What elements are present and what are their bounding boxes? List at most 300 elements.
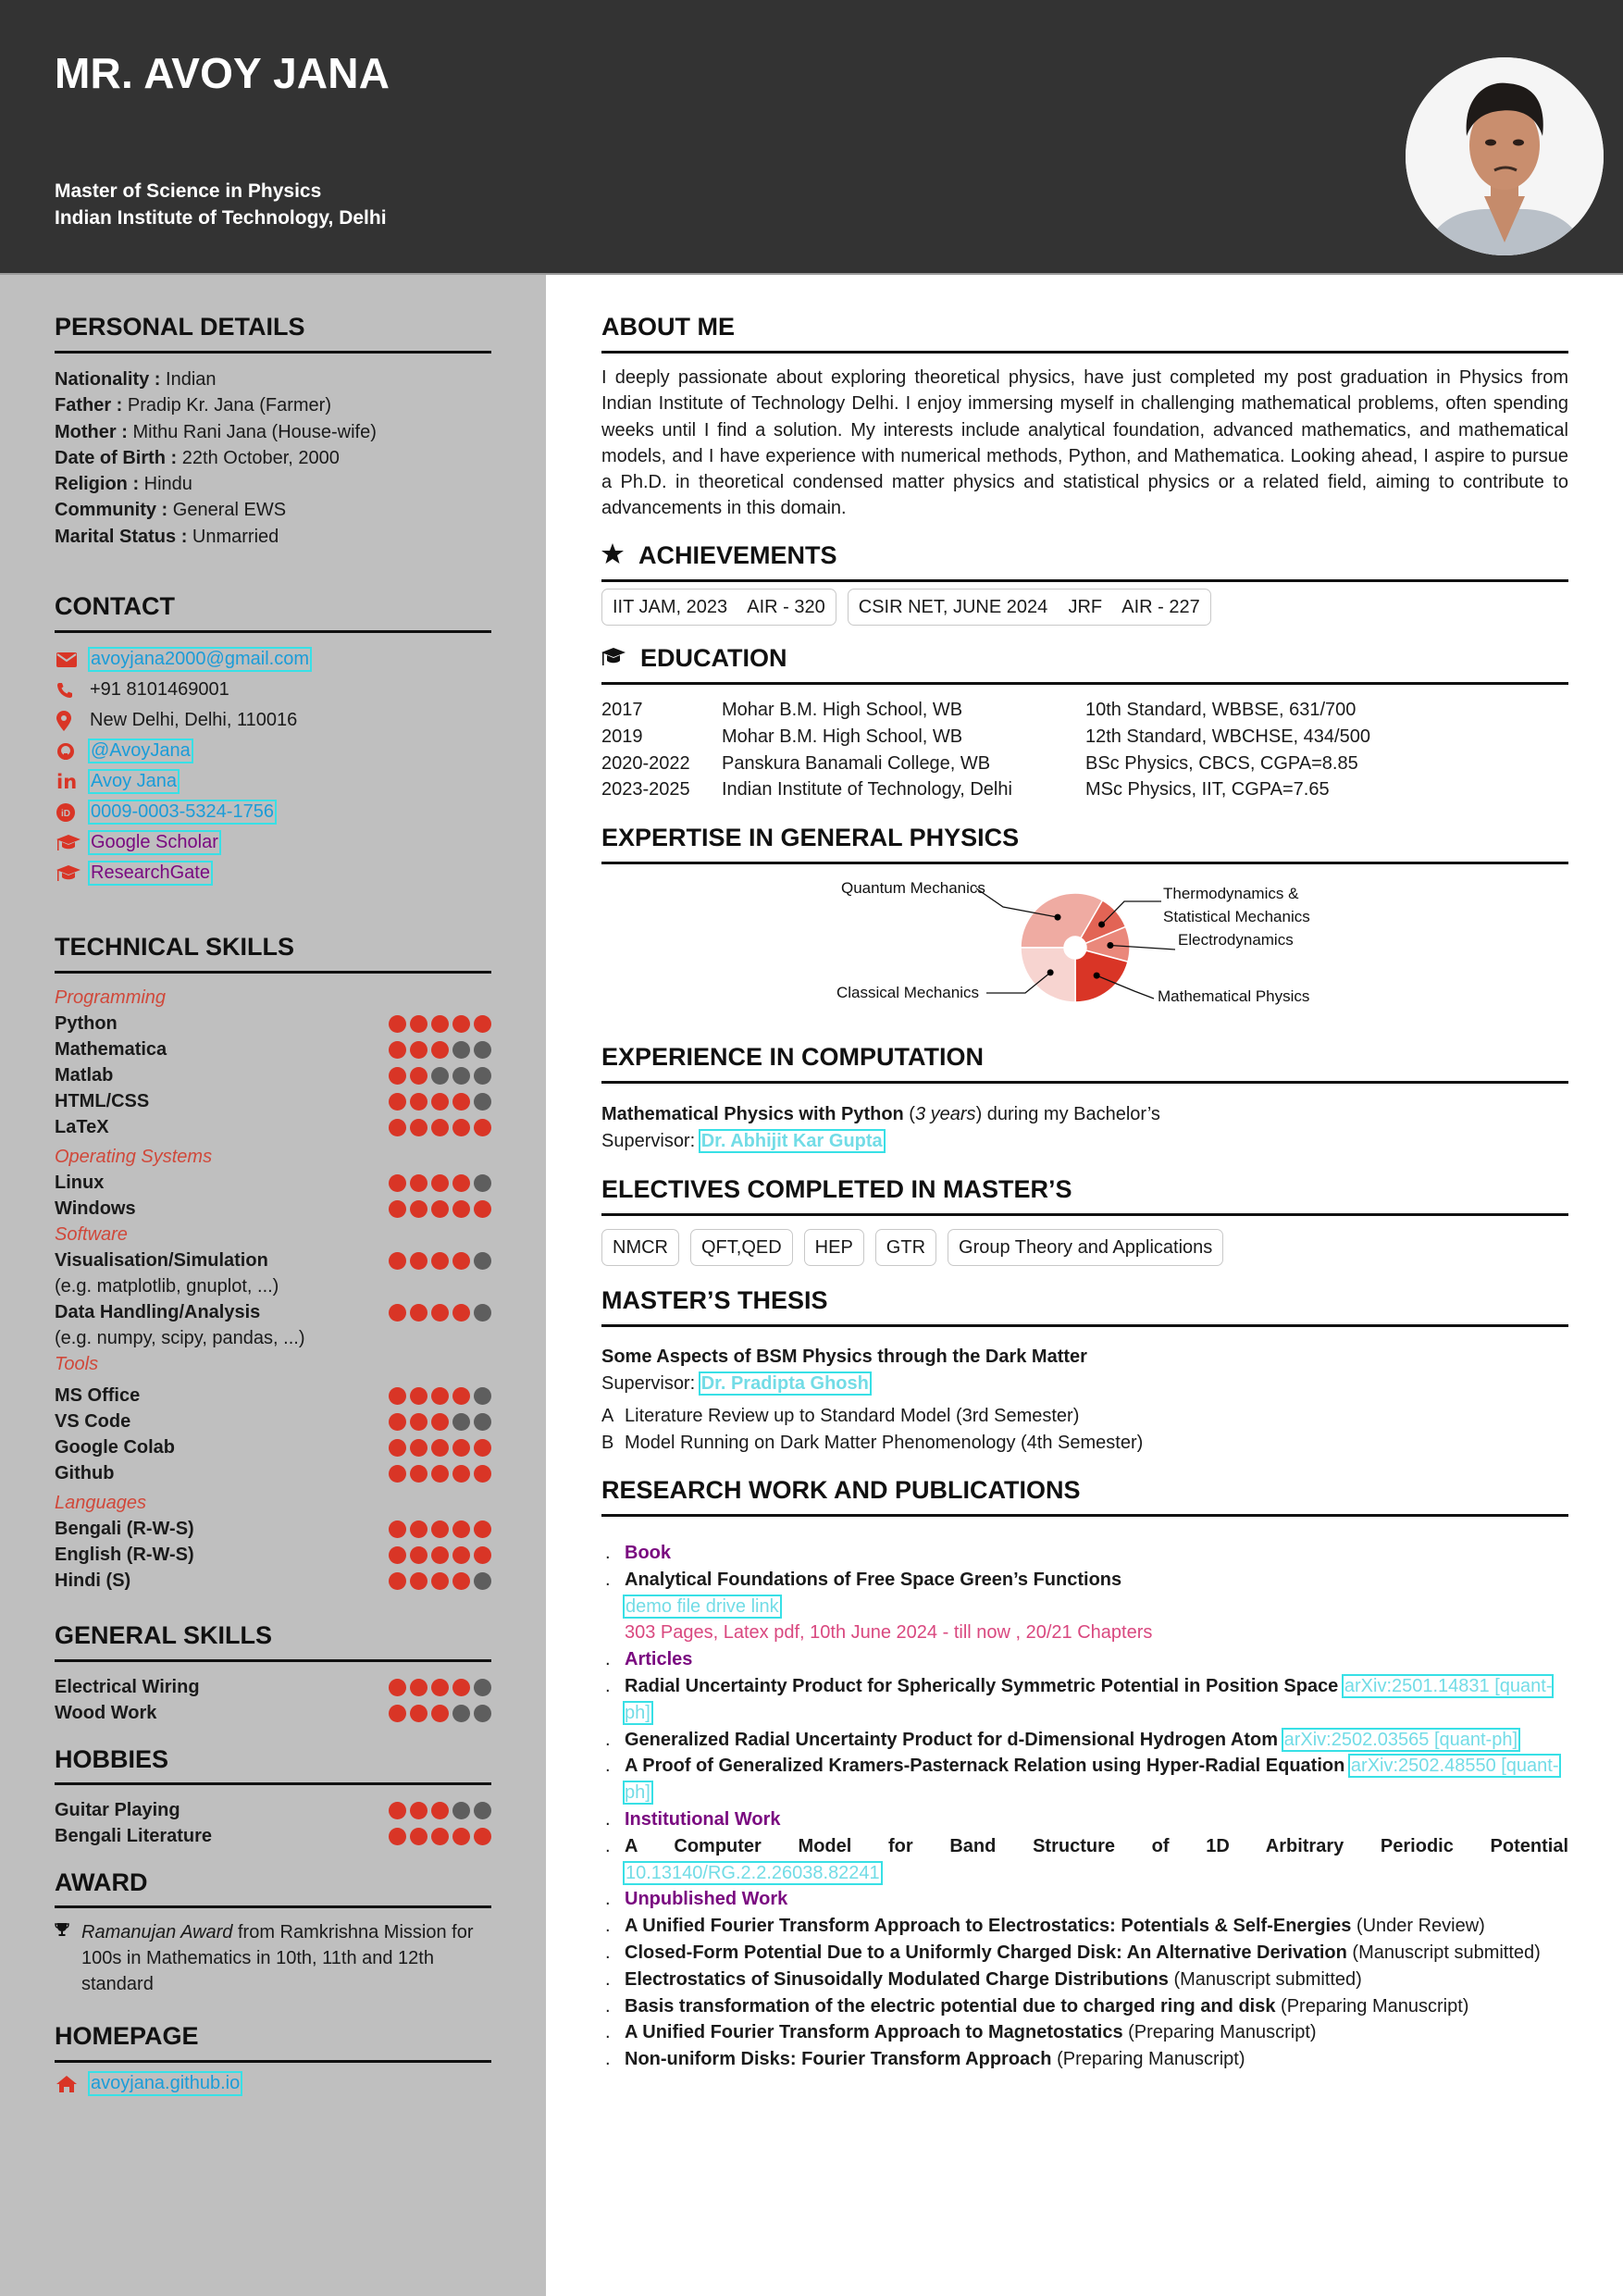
skill-name: Google Colab: [55, 1436, 175, 1458]
rating-dot: [452, 1546, 470, 1564]
skill-rating: [389, 1387, 491, 1405]
skill-row: [55, 1460, 491, 1486]
github-link[interactable]: @AvoyJana: [91, 740, 191, 761]
pub-item: [601, 2019, 1568, 2046]
rating-dot: [389, 1119, 406, 1136]
pub-body: [625, 2046, 1568, 2073]
pie-label-classical-mechanics: Classical Mechanics: [836, 984, 979, 1001]
skill-name: Bengali (R-W-S): [55, 1518, 194, 1539]
unpublished-status: (Manuscript submitted): [1173, 1968, 1362, 1990]
rating-dot: [431, 1828, 449, 1845]
rating-dot: [431, 1093, 449, 1111]
orcid-link[interactable]: 0009-0003-5324-1756: [91, 801, 274, 822]
rating-dot: [452, 1067, 470, 1085]
homepage-link[interactable]: avoyjana.github.io: [91, 2073, 241, 2093]
thesis-phase: [601, 1403, 1143, 1430]
arxiv-link[interactable]: arXiv:2501.14831 [quant-ph]: [625, 1675, 1553, 1723]
rating-dot: [474, 1252, 491, 1270]
phone-number: +91 8101469001: [90, 679, 229, 700]
skill-rating: [389, 1679, 491, 1696]
skill-name: Electrical Wiring: [55, 1676, 200, 1697]
supervisor-link[interactable]: Dr. Abhijit Kar Gupta: [700, 1131, 883, 1151]
section-title-experience: [601, 1043, 984, 1072]
experience-title: EXPERIENCE IN COMPUTATION: [601, 1043, 985, 1071]
rating-dot: [431, 1304, 449, 1322]
experience-duration: 3 years: [914, 1104, 976, 1124]
personal-item: [55, 445, 377, 471]
rating-dot: [452, 1174, 470, 1192]
supervisor-link[interactable]: Dr. Pradipta Ghosh: [700, 1373, 869, 1394]
unpublished-title: Electrostatics of Sinusoidally Modulated Charge Distributions: [625, 1968, 1169, 1990]
skill-name: Wood Work: [55, 1702, 157, 1723]
rating-dot: [410, 1520, 427, 1538]
skill-rating: [389, 1465, 491, 1483]
award-description: from Ramkrishna Mission for 100s in Mathematics in 10th, 11th and 12th standard: [81, 1922, 474, 1994]
education-school: Mohar B.M. High School, WB: [722, 726, 963, 747]
skill-row: [55, 1568, 491, 1594]
rating-dot: [389, 1546, 406, 1564]
rating-dot: [389, 1520, 406, 1538]
rating-dot: [452, 1387, 470, 1405]
about-text: I deeply passionate about exploring theoretical physics, have just completed my post graduation in Physics from Indian Institute of Technology Delhi. I enjoy immersing myself in challenging mathematical problems, often spending weeks until I find a solution. My interests include analytical foundation, advanced mathematics, and mathematical models, and I have experience with numerical methods, Python, and Mathematica. Looking ahead, I aspire to pursue a Ph.D. in theoretical condensed matter physics and statistical physics or a related field, aiming to contribute to advancements in this domain.: [601, 367, 1568, 519]
skill-rating: [389, 1200, 491, 1218]
rating-dot: [431, 1252, 449, 1270]
home-icon: [55, 2074, 90, 2094]
skill-rating: [389, 1119, 491, 1136]
skill-rating: [389, 1828, 491, 1845]
bullet: .: [605, 1942, 611, 1963]
section-rule: [601, 1081, 1568, 1084]
graduation-cap-icon: [601, 644, 626, 673]
rating-dot: [474, 1679, 491, 1696]
rating-dot: [474, 1439, 491, 1457]
expertise-pie-chart: [814, 870, 1351, 1027]
rating-dot: [389, 1387, 406, 1405]
rating-dot: [410, 1572, 427, 1590]
rating-dot: [452, 1828, 470, 1845]
pie-marker-dot: [1047, 969, 1054, 975]
rating-dot: [410, 1174, 427, 1192]
contact-phone: [55, 675, 310, 705]
rating-dot: [431, 1520, 449, 1538]
rating-dot: [410, 1067, 427, 1085]
bullet: .: [605, 1968, 611, 1990]
rating-dot: [474, 1174, 491, 1192]
category-book: Book: [625, 1543, 671, 1563]
award-text: [81, 1919, 491, 1997]
section-rule: [601, 1213, 1568, 1216]
skill-row: [55, 1299, 491, 1325]
personal-value: Hindu: [143, 474, 192, 495]
personal-value: Unmarried: [192, 526, 279, 547]
thesis-phases: [601, 1403, 1143, 1457]
bullet: .: [605, 1543, 611, 1563]
phase-marker: A: [601, 1406, 614, 1426]
section-title-hobbies: HOBBIES: [55, 1745, 169, 1773]
contact-address: [55, 705, 310, 736]
rating-dot: [389, 1067, 406, 1085]
rating-dot: [431, 1015, 449, 1033]
doi-link[interactable]: 10.13140/RG.2.2.26038.82241: [626, 1862, 880, 1883]
section-title-achievements: [601, 541, 837, 570]
book-meta: 303 Pages, Latex pdf, 10th June 2024 - till now , 20/21 Chapters: [625, 1622, 1153, 1644]
section-title-electives: [601, 1175, 1072, 1204]
skill-rating: [389, 1015, 491, 1033]
rating-dot: [410, 1015, 427, 1033]
graduation-cap-icon: [55, 833, 90, 853]
section-title-contact: CONTACT: [55, 592, 175, 620]
thesis-phase: [601, 1430, 1143, 1457]
rating-dot: [389, 1252, 406, 1270]
rating-dot: [474, 1572, 491, 1590]
unpublished-title: Non-uniform Disks: Fourier Transform Approach: [625, 2049, 1052, 2070]
rating-dot: [410, 1200, 427, 1218]
rating-dot: [474, 1015, 491, 1033]
section-title-technical-skills: TECHNICAL SKILLS: [55, 933, 295, 961]
rating-dot: [431, 1067, 449, 1085]
rating-dot: [389, 1174, 406, 1192]
personal-value: 22th October, 2000: [181, 447, 340, 468]
personal-item: [55, 419, 377, 445]
thesis-title: MASTER’S THESIS: [601, 1286, 828, 1314]
contact-linkedin: [55, 766, 310, 797]
rating-dot: [389, 1093, 406, 1111]
rating-dot: [474, 1304, 491, 1322]
education-school: Panskura Banamali College, WB: [722, 752, 991, 774]
section-title-expertise: [601, 824, 1019, 852]
rating-dot: [474, 1413, 491, 1431]
skill-row: [55, 1196, 491, 1222]
section-rule: [601, 351, 1568, 354]
experience-line: [601, 1101, 1160, 1128]
technical-skills-list: [55, 985, 491, 1594]
rating-dot: [431, 1119, 449, 1136]
personal-value: Pradip Kr. Jana (Farmer): [127, 395, 331, 416]
rating-dot: [389, 1802, 406, 1819]
rating-dot: [431, 1387, 449, 1405]
rating-dot: [389, 1465, 406, 1483]
pub-item: [601, 1753, 1568, 1806]
rating-dot: [431, 1200, 449, 1218]
skill-row: [55, 1170, 491, 1196]
rating-dot: [410, 1802, 427, 1819]
bullet: .: [605, 2022, 611, 2043]
rating-dot: [452, 1304, 470, 1322]
personal-label: Father :: [55, 395, 123, 416]
pie-label-line: Thermodynamics &: [1163, 885, 1299, 902]
pub-body: [625, 1567, 1568, 1646]
unpublished-title: A Unified Fourier Transform Approach to Magnetostatics: [625, 2022, 1123, 2043]
skill-rating: [389, 1520, 491, 1538]
contact-researchgate: [55, 858, 310, 888]
skill-row: [55, 1700, 491, 1726]
supervisor-label: Supervisor:: [601, 1131, 696, 1151]
section-rule: [55, 971, 491, 974]
skill-rating: [389, 1041, 491, 1059]
unpublished-status: (Preparing Manuscript): [1281, 1995, 1469, 2017]
rating-dot: [474, 1705, 491, 1722]
unpublished-status: (Preparing Manuscript): [1128, 2022, 1317, 2043]
bullet: .: [605, 1649, 611, 1670]
award-name: Ramanujan Award: [81, 1922, 233, 1942]
pie-label-electrodynamics: Electrodynamics: [1178, 931, 1294, 949]
researchgate-link[interactable]: ResearchGate: [91, 863, 210, 883]
experience-context: ) during my Bachelor’s: [975, 1104, 1160, 1124]
section-title-about: [601, 313, 735, 341]
pub-item: [601, 1967, 1568, 1993]
pub-body: [625, 2019, 1568, 2046]
rating-dot: [410, 1304, 427, 1322]
linkedin-link[interactable]: Avoy Jana: [91, 771, 178, 791]
bullet: .: [605, 1835, 611, 1856]
section-rule: [55, 1782, 491, 1785]
pie-label-line: Statistical Mechanics: [1163, 908, 1310, 925]
rating-dot: [410, 1705, 427, 1722]
rating-dot: [410, 1546, 427, 1564]
arxiv-link[interactable]: arXiv:2502.48550 [quant-ph]: [625, 1756, 1559, 1804]
star-icon: [601, 541, 624, 570]
education-table: [601, 697, 1370, 803]
personal-item: [55, 497, 377, 523]
personal-details-list: [55, 366, 377, 550]
skill-rating: [389, 1093, 491, 1111]
rating-dot: [474, 1093, 491, 1111]
candidate-name: MR. AVOY JANA: [55, 49, 390, 97]
rating-dot: [452, 1252, 470, 1270]
category-articles: Articles: [625, 1649, 693, 1670]
rating-dot: [452, 1520, 470, 1538]
elective-chip: HEP: [804, 1229, 864, 1266]
rating-dot: [452, 1705, 470, 1722]
personal-label: Nationality :: [55, 369, 161, 390]
pub-body: [625, 1967, 1568, 1993]
rating-dot: [452, 1093, 470, 1111]
rating-dot: [389, 1439, 406, 1457]
section-rule: [601, 579, 1568, 582]
section-rule: [55, 1905, 491, 1908]
skill-name: LaTeX: [55, 1116, 109, 1137]
bullet: .: [605, 1995, 611, 2017]
achievement-chip: IIT JAM, 2023 AIR - 320: [601, 589, 836, 626]
category-institutional: Institutional Work: [625, 1808, 781, 1830]
rating-dot: [474, 1465, 491, 1483]
rating-dot: [389, 1015, 406, 1033]
pub-body: [625, 1993, 1568, 2020]
skill-name: MS Office: [55, 1384, 141, 1406]
skill-row: [55, 1797, 491, 1823]
education-row: [601, 751, 1370, 777]
skill-category: Software: [55, 1224, 128, 1245]
electives-title: ELECTIVES COMPLETED IN MASTER’S: [601, 1175, 1072, 1203]
svg-text:iD: iD: [61, 808, 70, 819]
article-title: Generalized Radial Uncertainty Product for d-Dimensional Hydrogen Atom: [625, 1729, 1279, 1750]
rating-dot: [431, 1174, 449, 1192]
education-year: 2023-2025: [601, 779, 690, 800]
skill-name: Linux: [55, 1172, 105, 1193]
personal-label: Community :: [55, 500, 168, 521]
skill-row: [55, 1247, 491, 1273]
skill-name: Matlab: [55, 1064, 114, 1086]
section-rule: [601, 682, 1568, 685]
skill-name: VS Code: [55, 1410, 131, 1432]
experience-paren: (: [903, 1104, 915, 1124]
skill-name: English (R-W-S): [55, 1544, 194, 1565]
article-title: Radial Uncertainty Product for Spherically Symmetric Potential in Position Space: [625, 1675, 1339, 1696]
rating-dot: [452, 1802, 470, 1819]
skill-row: [55, 1542, 491, 1568]
linkedin-icon: in: [56, 770, 78, 793]
skill-row: [55, 1062, 491, 1088]
bullet: .: [605, 1889, 611, 1910]
section-title-personal: PERSONAL DETAILS: [55, 313, 305, 341]
skill-row: [55, 1011, 491, 1036]
github-icon: [55, 741, 90, 762]
rating-dot: [431, 1439, 449, 1457]
personal-label: Date of Birth :: [55, 447, 178, 468]
section-rule: [55, 630, 491, 633]
rating-dot: [410, 1439, 427, 1457]
skill-note: (e.g. matplotlib, gnuplot, ...): [55, 1276, 279, 1297]
award-item: [55, 1919, 491, 1997]
skill-rating: [389, 1067, 491, 1085]
rating-dot: [474, 1200, 491, 1218]
skill-name: HTML/CSS: [55, 1090, 150, 1111]
skill-rating: [389, 1802, 491, 1819]
pub-category: [601, 1646, 1568, 1673]
skill-rating: [389, 1304, 491, 1322]
degree-block: [55, 178, 387, 231]
rating-dot: [410, 1119, 427, 1136]
hobbies-list: [55, 1797, 491, 1849]
rating-dot: [410, 1041, 427, 1059]
map-marker-icon: [55, 711, 90, 731]
skill-rating: [389, 1174, 491, 1192]
publications-list: [601, 1540, 1568, 2073]
rating-dot: [452, 1572, 470, 1590]
contact-email: [55, 644, 310, 675]
rating-dot: [389, 1572, 406, 1590]
personal-value: General EWS: [172, 500, 287, 521]
rating-dot: [431, 1572, 449, 1590]
rating-dot: [410, 1413, 427, 1431]
personal-value: Indian: [166, 369, 217, 390]
skill-rating: [389, 1572, 491, 1590]
email-link[interactable]: avoyjana2000@gmail.com: [91, 649, 309, 669]
rating-dot: [410, 1093, 427, 1111]
bullet: .: [605, 1675, 611, 1696]
personal-label: Marital Status :: [55, 526, 188, 547]
rating-dot: [474, 1828, 491, 1845]
section-rule: [55, 2060, 491, 2063]
elective-chip: Group Theory and Applications: [948, 1229, 1223, 1266]
graduation-cap-icon: [55, 863, 90, 884]
contact-scholar: [55, 827, 310, 858]
portrait-illustration: [1406, 57, 1604, 255]
homepage-row: [55, 2073, 241, 2094]
contact-list: [55, 644, 310, 888]
education-title: EDUCATION: [640, 644, 787, 672]
personal-label: Mother :: [55, 421, 128, 442]
skill-row: [55, 1516, 491, 1542]
rating-dot: [452, 1439, 470, 1457]
elective-chip: NMCR: [601, 1229, 679, 1266]
skill-row: [55, 1409, 491, 1434]
phase-text: Literature Review up to Standard Model (3rd Semester): [625, 1406, 1080, 1426]
skill-rating: [389, 1546, 491, 1564]
personal-item: [55, 392, 377, 418]
personal-item: [55, 524, 377, 550]
google-scholar-link[interactable]: Google Scholar: [91, 832, 218, 852]
section-title-general-skills: GENERAL SKILLS: [55, 1621, 273, 1649]
arxiv-link[interactable]: arXiv:2502.03565 [quant-ph]: [1283, 1729, 1518, 1750]
skill-row: [55, 1434, 491, 1460]
personal-item: [55, 366, 377, 392]
pub-item: [601, 1727, 1568, 1754]
contact-orcid: [55, 797, 310, 827]
pie-label-quantum-mechanics: Quantum Mechanics: [841, 879, 985, 897]
thesis-topic: [601, 1344, 1143, 1371]
institutional-title: A Computer Model for Band Structure of 1D Arbitrary Periodic Potential: [625, 1835, 1568, 1856]
degree-institute: Indian Institute of Technology, Delhi: [55, 207, 387, 229]
skill-row: [55, 1383, 491, 1409]
profile-photo: [1406, 57, 1604, 255]
rating-dot: [431, 1413, 449, 1431]
rating-dot: [431, 1465, 449, 1483]
skill-name: Windows: [55, 1198, 136, 1219]
bullet: .: [605, 1916, 611, 1937]
phase-text: Model Running on Dark Matter Phenomenology (4th Semester): [625, 1433, 1144, 1453]
rating-dot: [474, 1387, 491, 1405]
pub-item: [601, 1673, 1568, 1727]
education-year: 2017: [601, 700, 643, 720]
achievement-chip: CSIR NET, JUNE 2024 JRF AIR - 227: [848, 589, 1211, 626]
section-title-education: [601, 644, 787, 673]
pub-item: [601, 1940, 1568, 1967]
skill-row: [55, 1114, 491, 1140]
thesis-entry: [601, 1344, 1143, 1457]
rating-dot: [474, 1119, 491, 1136]
supervisor-label: Supervisor:: [601, 1373, 696, 1394]
rating-dot: [410, 1387, 427, 1405]
rating-dot: [431, 1802, 449, 1819]
category-unpublished: Unpublished Work: [625, 1889, 788, 1910]
rating-dot: [389, 1041, 406, 1059]
skill-name: Github: [55, 1462, 115, 1483]
phase-marker: B: [601, 1433, 614, 1453]
book-link[interactable]: demo file drive link: [626, 1595, 779, 1617]
section-rule: [601, 1514, 1568, 1517]
expertise-title: EXPERTISE IN GENERAL PHYSICS: [601, 824, 1020, 851]
pie-label-thermodynamics: [1163, 882, 1310, 928]
rating-dot: [474, 1041, 491, 1059]
personal-value: Mithu Rani Jana (House-wife): [132, 421, 377, 442]
pub-body: [625, 1940, 1568, 1967]
article-title: A Proof of Generalized Kramers-Pasternack Relation using Hyper-Radial Equation: [625, 1756, 1345, 1777]
education-row: [601, 724, 1370, 751]
pie-marker-dot: [1098, 921, 1105, 927]
skill-name: Python: [55, 1012, 118, 1034]
section-rule: [55, 351, 491, 354]
skill-name: Data Handling/Analysis: [55, 1301, 261, 1322]
bullet: .: [605, 1808, 611, 1830]
skill-category: Languages: [55, 1493, 146, 1513]
rating-dot: [410, 1828, 427, 1845]
bullet: .: [605, 1756, 611, 1777]
rating-dot: [474, 1520, 491, 1538]
rating-dot: [431, 1546, 449, 1564]
section-rule: [55, 1659, 491, 1662]
skill-rating: [389, 1705, 491, 1722]
